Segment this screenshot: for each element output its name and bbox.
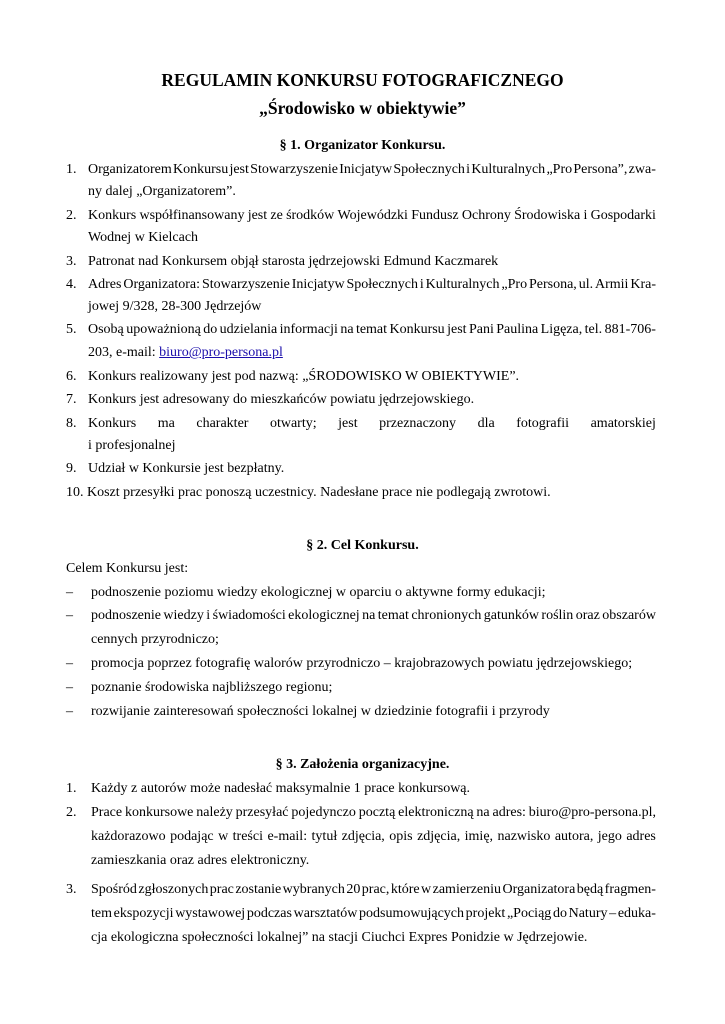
section-2-heading: § 2. Cel Konkursu. bbox=[306, 538, 419, 553]
word: informacji bbox=[279, 322, 338, 337]
word: jest bbox=[229, 162, 249, 177]
word: nazwisko bbox=[497, 829, 551, 844]
word: Prace bbox=[91, 805, 123, 820]
word: upoważnioną bbox=[126, 322, 201, 337]
word: Kulturalnych bbox=[471, 162, 546, 177]
word: podając bbox=[170, 829, 214, 844]
word: fragmen- bbox=[604, 882, 656, 897]
word: ma bbox=[157, 416, 175, 431]
word: Fundusz bbox=[411, 208, 459, 223]
word: konkursowe bbox=[124, 805, 194, 820]
word: Ochrony bbox=[461, 208, 511, 223]
item-text-line bbox=[88, 321, 656, 338]
item-number: 1. bbox=[66, 781, 77, 796]
item-text-line: cja ekologiczna społeczności lokalnej” na stacji Ciuchci Expres Ponidzie w Jędrzejowie. bbox=[91, 930, 588, 945]
word: i bbox=[466, 162, 471, 177]
section-3-heading: § 3. Założenia organizacyjne. bbox=[275, 757, 450, 772]
word: dla bbox=[477, 416, 495, 431]
document-subtitle: „Środowisko w obiektywie” bbox=[259, 98, 466, 118]
word: fotografii bbox=[516, 416, 570, 431]
word: prac bbox=[209, 882, 234, 897]
item-text-line bbox=[91, 607, 656, 624]
word: opis bbox=[389, 829, 413, 844]
word: elektroniczną bbox=[398, 805, 474, 820]
item-text-line: Konkurs jest adresowany do mieszkańców powiatu jędrzejowskiego. bbox=[88, 392, 475, 407]
contact-prefix: 203, e-mail: bbox=[88, 345, 160, 360]
word: warsztatów bbox=[293, 906, 358, 921]
word: projekt bbox=[465, 906, 506, 921]
word: Paulina bbox=[496, 322, 539, 337]
word: Inicjatyw bbox=[291, 277, 345, 292]
word: Spośród bbox=[91, 882, 137, 897]
word: zdjęcia, bbox=[417, 829, 461, 844]
item-text-line bbox=[91, 828, 656, 845]
item-text-line bbox=[88, 344, 283, 361]
word: „Pociąg bbox=[506, 906, 552, 921]
dash-bullet: – bbox=[66, 656, 73, 671]
item-number: 7. bbox=[66, 392, 77, 407]
word: Kulturalnych bbox=[425, 277, 500, 292]
item-number: 3. bbox=[66, 882, 77, 897]
word: wybranych bbox=[282, 882, 345, 897]
word: przeznaczony bbox=[379, 416, 457, 431]
word: eduka- bbox=[617, 906, 656, 921]
word: Konkursu bbox=[389, 322, 445, 337]
item-text-line: i profesjonalnej bbox=[88, 438, 176, 453]
word: imię, bbox=[464, 829, 494, 844]
word: Organizatora bbox=[502, 882, 576, 897]
item-text-line: rozwijanie zainteresowań społeczności lokalnej w dziedzinie fotografii i przyrody bbox=[91, 704, 550, 719]
dash-bullet: – bbox=[66, 704, 73, 719]
word: na bbox=[476, 805, 490, 820]
item-text-line bbox=[91, 881, 656, 898]
item-number: 2. bbox=[66, 805, 77, 820]
word: tel. bbox=[584, 322, 603, 337]
word: temat bbox=[355, 322, 388, 337]
word: ekspozycji bbox=[113, 906, 174, 921]
document-title: REGULAMIN KONKURSU FOTOGRAFICZNEGO bbox=[161, 70, 564, 90]
word: Organizatorem bbox=[88, 162, 172, 177]
word: Pani bbox=[468, 322, 494, 337]
word: Środowiska bbox=[514, 208, 581, 223]
word: „Pro bbox=[501, 277, 528, 292]
word: Społecznych bbox=[393, 162, 465, 177]
item-text-line: promocja poprzez fotografię walorów przyrodniczo – krajobrazowych powiatu jędrzejowskiego; bbox=[91, 656, 633, 671]
item-text-line: Konkurs realizowany jest pod nazwą: „ŚRODOWISKO W OBIEKTYWIE”. bbox=[88, 369, 520, 384]
word: podnoszenie bbox=[91, 608, 161, 623]
word: treści bbox=[232, 829, 263, 844]
word: Persona”, bbox=[573, 162, 628, 177]
dash-bullet: – bbox=[66, 608, 73, 623]
word: i bbox=[206, 608, 211, 623]
word: e-mail: bbox=[267, 829, 308, 844]
word: Natury bbox=[568, 906, 608, 921]
word: Kra- bbox=[630, 277, 656, 292]
item-text-line: ny dalej „Organizatorem”. bbox=[88, 184, 236, 199]
word: gatunków bbox=[483, 608, 539, 623]
word: prac, bbox=[361, 882, 390, 897]
word: chronionych bbox=[411, 608, 482, 623]
word: tem bbox=[91, 906, 112, 921]
item-text-line: Wodnej w Kielcach bbox=[88, 230, 199, 245]
word: do bbox=[203, 322, 218, 337]
word: pocztą bbox=[358, 805, 396, 820]
word: 20 bbox=[346, 882, 361, 897]
item-number: 1. bbox=[66, 162, 77, 177]
word: adres bbox=[626, 829, 656, 844]
word: na bbox=[362, 608, 376, 623]
dash-bullet: – bbox=[66, 680, 73, 695]
word: wiedzy bbox=[163, 608, 204, 623]
item-number: 4. bbox=[66, 277, 77, 292]
section-2-intro: Celem Konkursu jest: bbox=[66, 561, 189, 576]
word: Konkurs bbox=[88, 208, 137, 223]
word: Gospodarki bbox=[590, 208, 656, 223]
item-text-line bbox=[91, 905, 656, 922]
word: otwarty; bbox=[269, 416, 317, 431]
word: zostanie bbox=[235, 882, 282, 897]
word: środków bbox=[286, 208, 335, 223]
word: podczas bbox=[246, 906, 292, 921]
item-text-line: Każdy z autorów może nadesłać maksymalnie 1 prace konkursową. bbox=[91, 781, 471, 796]
word: w bbox=[421, 882, 432, 897]
word: ul. bbox=[578, 277, 594, 292]
item-text-line: Udział w Konkursie jest bezpłatny. bbox=[88, 461, 285, 476]
word: współfinansowany bbox=[139, 208, 245, 223]
word: amatorskiej bbox=[590, 416, 656, 431]
word: ekologicznej bbox=[288, 608, 360, 623]
item-number: 5. bbox=[66, 322, 77, 337]
word: tytuł bbox=[311, 829, 338, 844]
word: jego bbox=[597, 829, 622, 844]
word: należy bbox=[196, 805, 233, 820]
word: Inicjatyw bbox=[339, 162, 393, 177]
word: Konkurs bbox=[88, 416, 137, 431]
word: Osobą bbox=[88, 322, 124, 337]
word: będą bbox=[576, 882, 604, 897]
word: świadomości bbox=[212, 608, 286, 623]
word: adres: bbox=[492, 805, 526, 820]
item-number: 2. bbox=[66, 208, 77, 223]
item-number: 3. bbox=[66, 254, 77, 269]
item-text-line bbox=[88, 207, 656, 224]
word: biuro@pro-persona.pl, bbox=[528, 805, 656, 820]
item-number: 6. bbox=[66, 369, 77, 384]
word: Armii bbox=[594, 277, 629, 292]
item-text-line: cennych przyrodniczo; bbox=[91, 632, 219, 647]
word: Organizatora: bbox=[123, 277, 201, 292]
word: autora, bbox=[554, 829, 594, 844]
word: wystawowej bbox=[175, 906, 246, 921]
item-text-line: podnoszenie poziomu wiedzy ekologicznej w oparciu o aktywne formy edukacji; bbox=[91, 585, 546, 600]
item-text-line bbox=[88, 415, 656, 432]
word: zdjęcia, bbox=[341, 829, 385, 844]
word: udzielania bbox=[219, 322, 278, 337]
word: każdorazowo bbox=[91, 829, 166, 844]
word: w bbox=[218, 829, 229, 844]
item-text-line: poznanie środowiska najbliższego regionu; bbox=[91, 680, 333, 695]
word: jest bbox=[338, 416, 358, 431]
word: Persona, bbox=[528, 277, 577, 292]
word: Stowarzyszenie bbox=[201, 277, 290, 292]
word: „Pro bbox=[546, 162, 573, 177]
word: przesyłać bbox=[235, 805, 289, 820]
word: roślin bbox=[541, 608, 574, 623]
word: 881-706- bbox=[604, 322, 656, 337]
word: zamierzeniu bbox=[432, 882, 502, 897]
word: – bbox=[609, 906, 617, 921]
word: oraz bbox=[575, 608, 600, 623]
word: ze bbox=[270, 208, 283, 223]
item-text-line: Koszt przesyłki prac ponoszą uczestnicy. Nadesłane prace nie podlegają zwrotowi. bbox=[87, 485, 551, 500]
item-text-line: zamieszkania oraz adres elektroniczny. bbox=[91, 853, 310, 868]
word: jest bbox=[247, 208, 268, 223]
word: Adres bbox=[88, 277, 122, 292]
word: charakter bbox=[196, 416, 249, 431]
word: temat bbox=[377, 608, 409, 623]
word: Społecznych bbox=[346, 277, 418, 292]
item-text-line: Patronat nad Konkursem objął starosta jędrzejowski Edmund Kaczmarek bbox=[88, 254, 499, 269]
item-text-line bbox=[91, 804, 656, 821]
word: Stowarzyszenie bbox=[250, 162, 339, 177]
word: jest bbox=[447, 322, 467, 337]
item-text-line bbox=[88, 276, 656, 293]
word: zwa- bbox=[628, 162, 656, 177]
word: obszarów bbox=[602, 608, 656, 623]
item-text-line: jowej 9/328, 28-300 Jędrzejów bbox=[88, 299, 262, 314]
word: które bbox=[390, 882, 420, 897]
dash-bullet: – bbox=[66, 585, 73, 600]
word: podsumowujących bbox=[359, 906, 464, 921]
word: Wojewódzki bbox=[337, 208, 408, 223]
item-number: 10. bbox=[66, 485, 84, 500]
word: na bbox=[340, 322, 354, 337]
word: pojedynczo bbox=[291, 805, 356, 820]
word: Ligęza, bbox=[540, 322, 583, 337]
word: Konkursu bbox=[172, 162, 229, 177]
email-link[interactable]: biuro@pro-persona.pl bbox=[159, 345, 283, 360]
item-number: 9. bbox=[66, 461, 77, 476]
word: zgłoszonych bbox=[138, 882, 209, 897]
word: do bbox=[552, 906, 567, 921]
word: i bbox=[419, 277, 424, 292]
section-1-heading: § 1. Organizator Konkursu. bbox=[279, 138, 446, 153]
item-text-line bbox=[88, 161, 656, 178]
item-number: 8. bbox=[66, 416, 77, 431]
word: i bbox=[583, 208, 588, 223]
